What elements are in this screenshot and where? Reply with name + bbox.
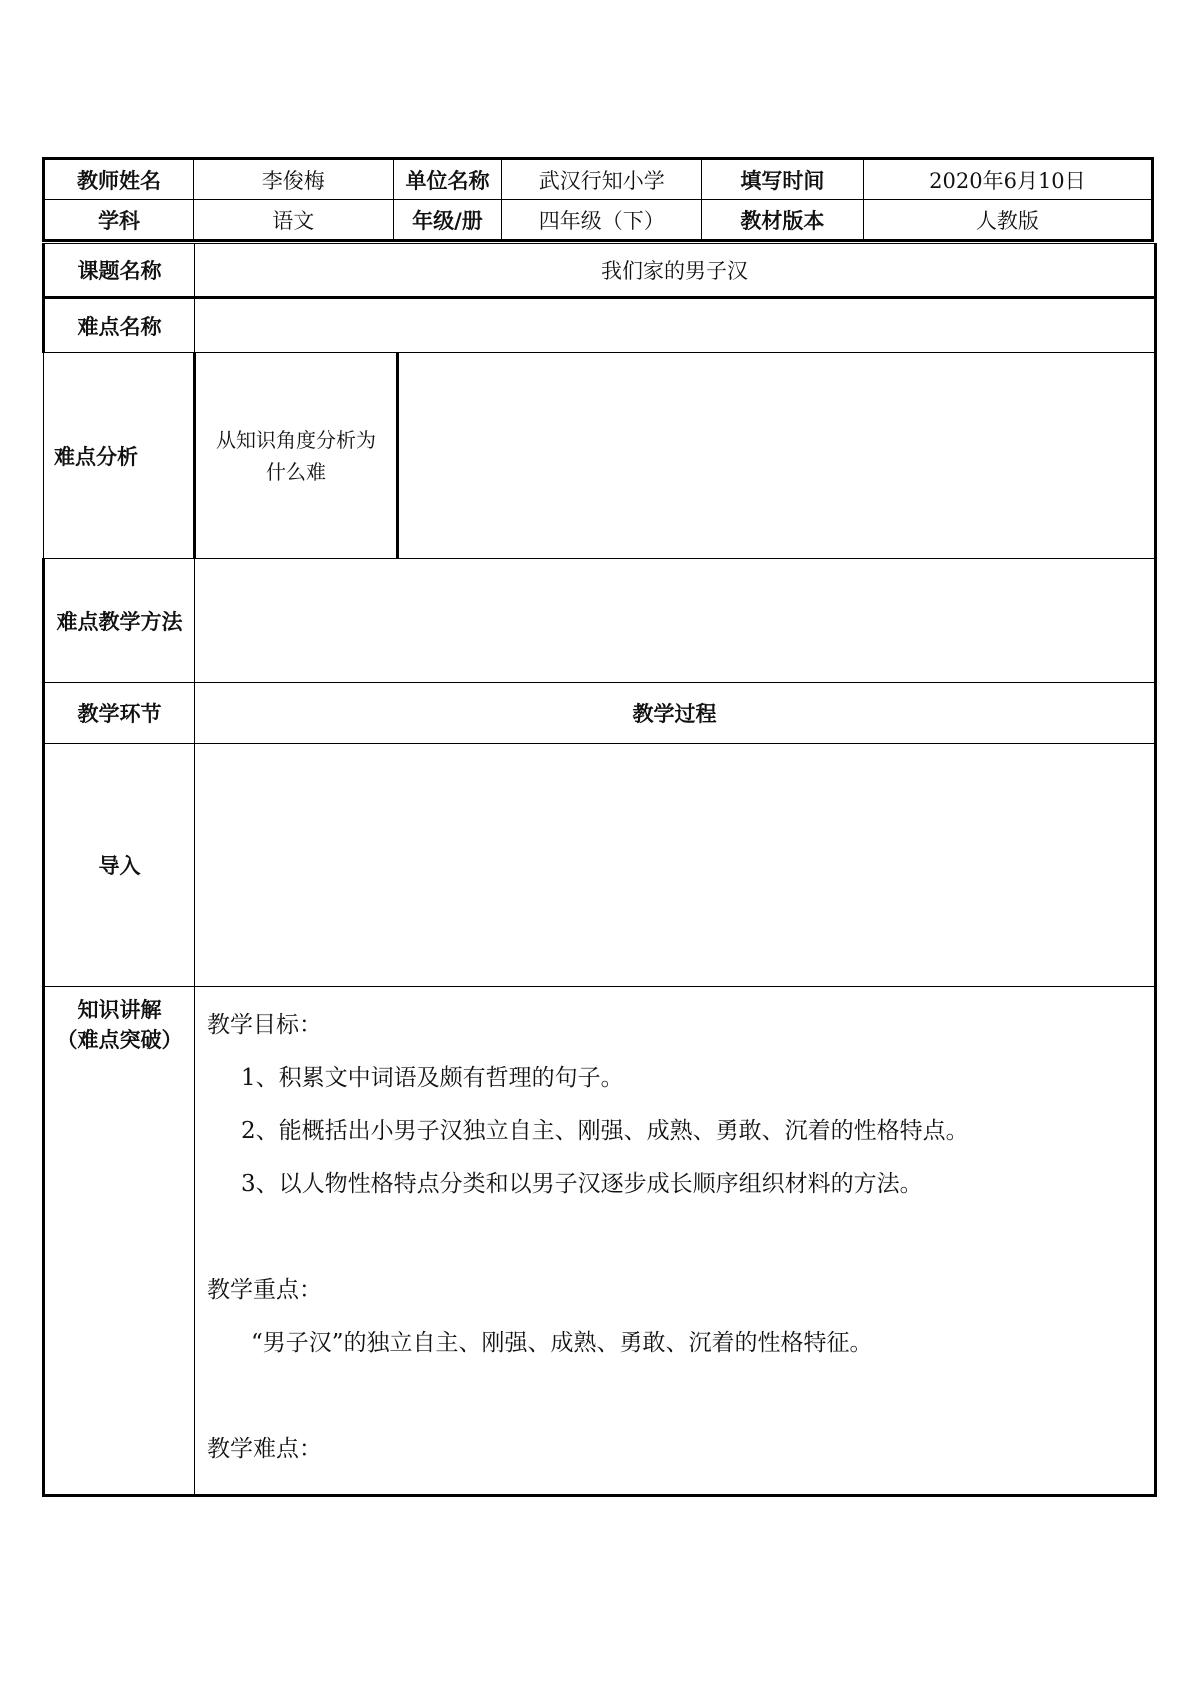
edition-label: 教材版本 — [702, 200, 864, 241]
topic-value: 我们家的男子汉 — [195, 244, 1156, 298]
teacher-value: 李俊梅 — [193, 159, 393, 200]
goal-item: 2、能概括出小男子汉独立自主、刚强、成熟、勇敢、沉着的性格特点。 — [241, 1118, 969, 1144]
header-table — [42, 157, 1154, 242]
analysis-sub-label: 从知识角度分析为什么难 — [195, 353, 398, 559]
grade-value: 四年级（下） — [502, 200, 702, 241]
method-value — [195, 559, 1156, 683]
date-label: 填写时间 — [702, 159, 864, 200]
body-table — [42, 243, 1157, 1497]
intro-value — [195, 744, 1156, 987]
difficult-title: 教学难点： — [207, 1436, 322, 1462]
unit-label: 单位名称 — [393, 159, 502, 200]
difficulty-label: 难点名称 — [44, 298, 195, 353]
subject-value: 语文 — [193, 200, 393, 241]
process-header: 教学过程 — [195, 683, 1156, 744]
topic-label: 课题名称 — [44, 244, 195, 298]
analysis-value — [398, 353, 1156, 559]
edition-value: 人教版 — [863, 200, 1152, 241]
subject-label: 学科 — [44, 200, 194, 241]
spacer — [195, 1370, 1154, 1423]
method-label: 难点教学方法 — [44, 559, 195, 683]
analysis-label: 难点分析 — [44, 353, 195, 559]
key-title: 教学重点： — [207, 1277, 322, 1303]
knowledge-label-line2: （难点突破） — [56, 1028, 183, 1052]
key-point: “男子汉”的独立自主、刚强、成熟、勇敢、沉着的性格特征。 — [251, 1330, 873, 1356]
goal-item: 1、积累文中词语及颇有哲理的句子。 — [241, 1065, 624, 1091]
knowledge-label-line1: 知识讲解 — [77, 998, 162, 1022]
date-value: 2020年6月10日 — [863, 159, 1152, 200]
unit-value: 武汉行知小学 — [502, 159, 702, 200]
grade-label: 年级/册 — [393, 200, 502, 241]
teacher-label: 教师姓名 — [44, 159, 194, 200]
knowledge-label — [44, 987, 195, 1496]
spacer — [195, 1211, 1154, 1264]
goal-item: 3、以人物性格特点分类和以男子汉逐步成长顺序组织材料的方法。 — [241, 1171, 923, 1197]
goals-title: 教学目标： — [207, 1012, 322, 1038]
difficulty-value — [195, 298, 1156, 353]
intro-label: 导入 — [44, 744, 195, 987]
lesson-plan-form — [42, 157, 1154, 1497]
stage-header: 教学环节 — [44, 683, 195, 744]
knowledge-content — [195, 987, 1156, 1496]
